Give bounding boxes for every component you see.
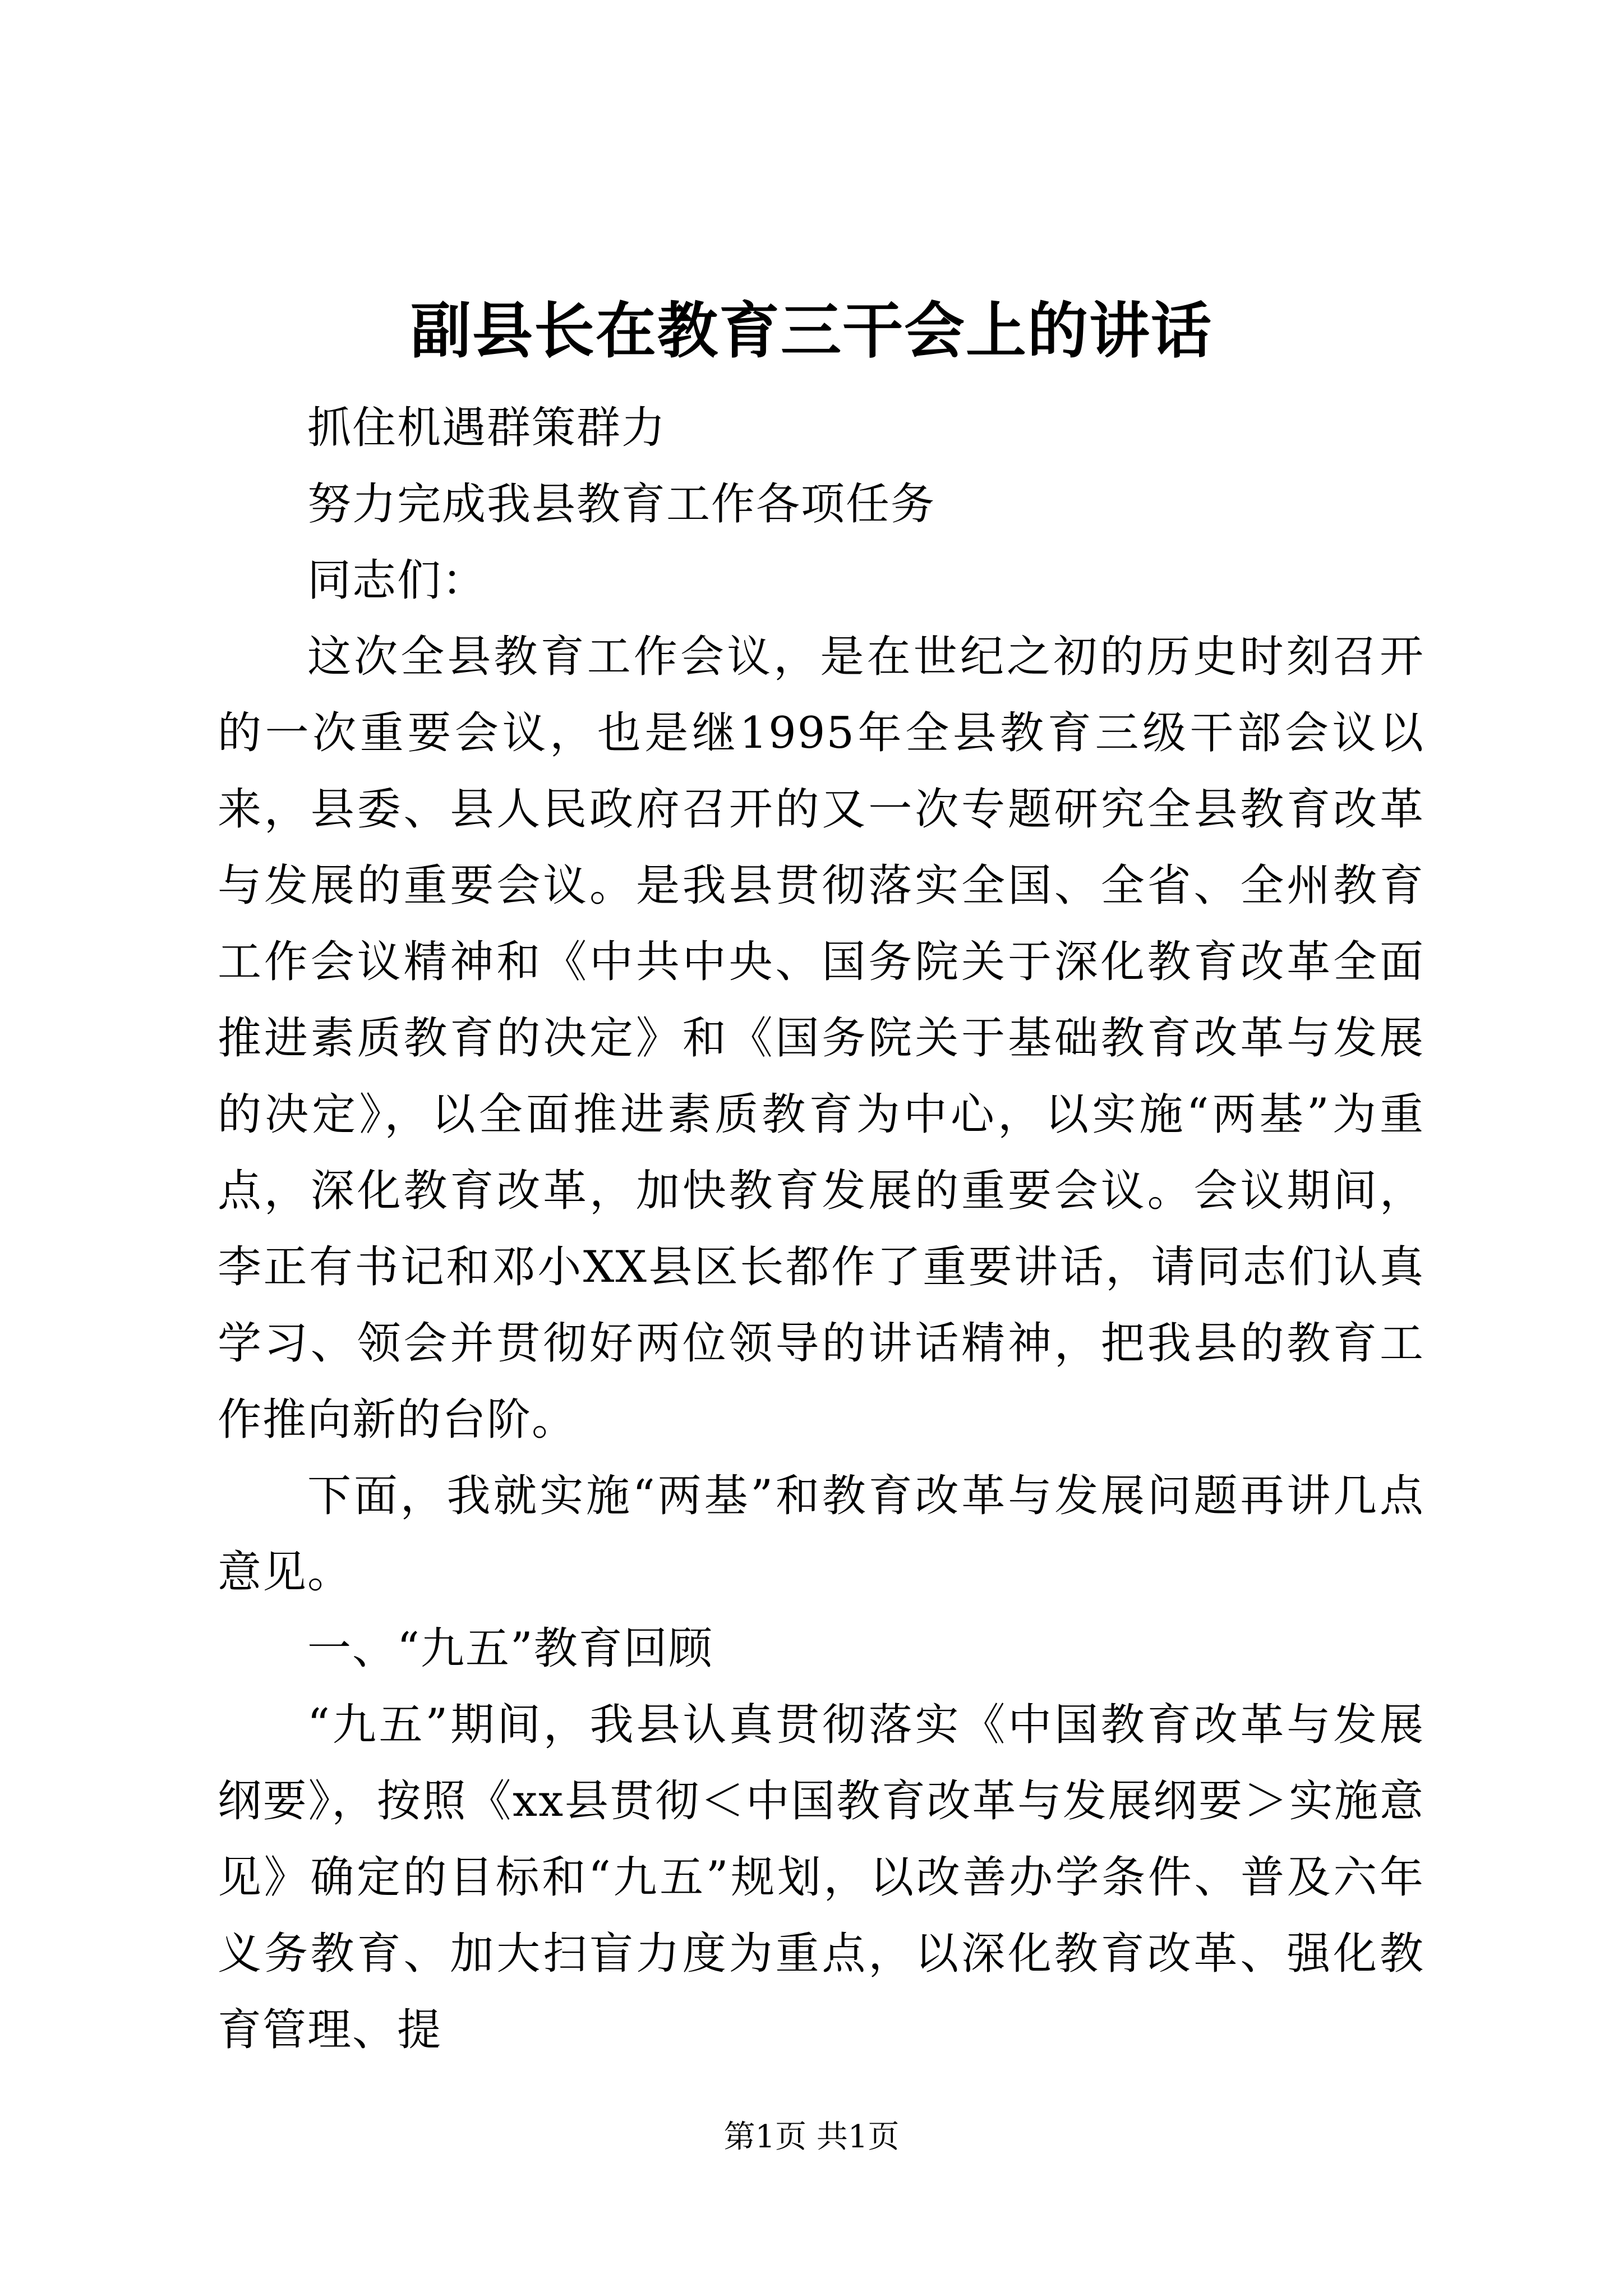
document-body bbox=[218, 390, 1424, 2068]
salutation: 同志们： bbox=[307, 555, 487, 606]
subtitle-line-2: 努力完成我县教育工作各项任务 bbox=[307, 479, 936, 530]
body-paragraph: 这次全县教育工作会议，是在世纪之初的历史时刻召开的一次重要会议，也是继1995年全县教育三级干部会议以来，县委、县人民政府召开的又一次专题研究全县教育改革与发展的重要会议。是我县贯彻落实全国、全省、全州教育工作会议精神和《中共中央、国务院关于深化教育改革全面推进素质教育的决定》和《国务院关于基础教育改革与发展的决定》，以全面推进素质教育为中心，以实施“两基”为重点，深化教育改革，加快教育发展的重要会议。会议期间，李正有书记和邓小XX县区长都作了重要讲话，请同志们认真学习、领会并贯彻好两位领导的讲话精神，把我县的教育工作推向新的台阶。 bbox=[218, 632, 1424, 1445]
document-title: 副县长在教育三干会上的讲话 bbox=[410, 296, 1212, 366]
body-paragraph: “九五”期间，我县认真贯彻落实《中国教育改革与发展纲要》，按照《xx县贯彻＜中国教育改革与发展纲要＞实施意见》确定的目标和“九五”规划，以改善办学条件、普及六年义务教育、加大扫盲力度为重点，以深化教育改革、强化教育管理、提 bbox=[218, 1700, 1424, 2055]
subtitle-line-1: 抓住机遇群策群力 bbox=[307, 403, 667, 453]
page-footer: 第1页 共1页 bbox=[723, 2119, 900, 2155]
section-heading: 一、“九五”教育回顾 bbox=[307, 1623, 713, 1674]
body-paragraph: 下面，我就实施“两基”和教育改革与发展问题再讲几点意见。 bbox=[218, 1471, 1424, 1598]
